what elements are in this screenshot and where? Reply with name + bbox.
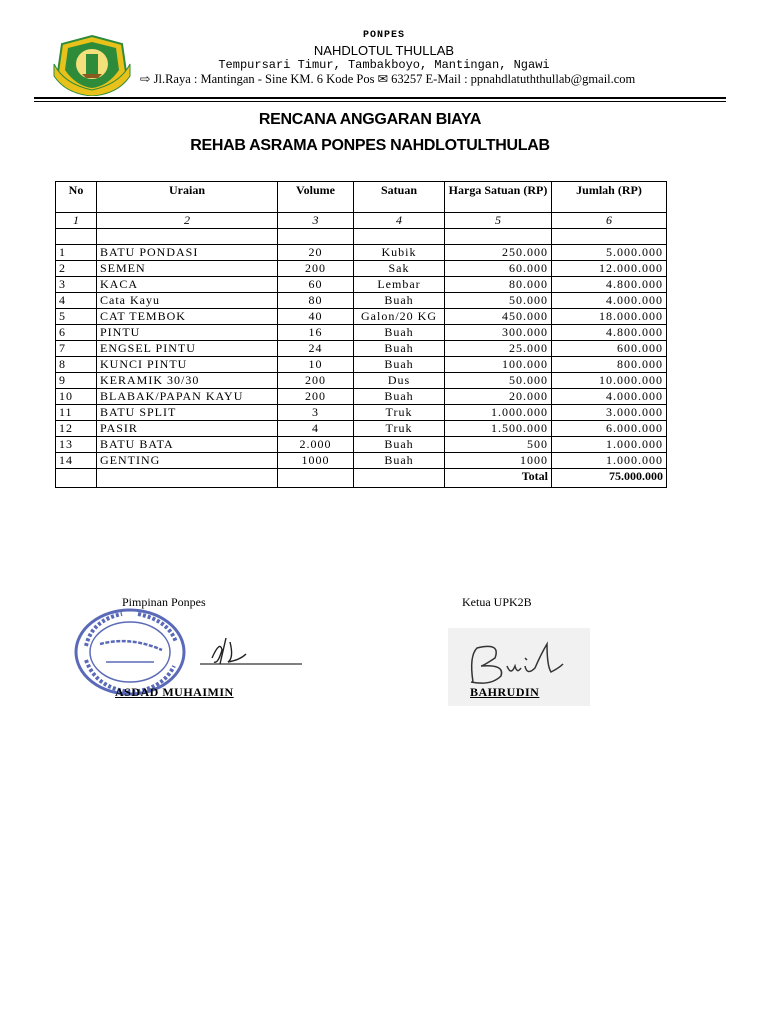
column-number: 4: [354, 213, 445, 229]
cell-satuan: Truk: [354, 405, 445, 421]
column-number: 2: [97, 213, 278, 229]
cell-no: 2: [56, 261, 97, 277]
arrow-icon: ⇨: [140, 72, 151, 86]
cell-satuan: Lembar: [354, 277, 445, 293]
cell-uraian: KUNCI PINTU: [97, 357, 278, 373]
cell-satuan: Galon/20 KG: [354, 309, 445, 325]
budget-table: [55, 181, 667, 488]
cell-jumlah: 18.000.000: [552, 309, 667, 325]
blank-row: [56, 229, 667, 245]
signatory-right-role: Ketua UPK2B: [462, 595, 532, 609]
letterhead-contact-line: [140, 71, 635, 87]
cell-uraian: BATU PONDASI: [97, 245, 278, 261]
cell-volume: 200: [278, 389, 354, 405]
letterhead-institution-name: NAHDLOTUL THULLAB: [313, 43, 455, 58]
cell-uraian: KACA: [97, 277, 278, 293]
cell-no: 14: [56, 453, 97, 469]
cell-harga: 25.000: [445, 341, 552, 357]
postal-email: 63257 E-Mail : ppnahdlatuththullab@gmail.com: [391, 72, 636, 86]
column-number: 3: [278, 213, 354, 229]
cell-jumlah: 4.800.000: [552, 277, 667, 293]
cell-no: 8: [56, 357, 97, 373]
cell-satuan: Buah: [354, 325, 445, 341]
cell-volume: 200: [278, 261, 354, 277]
cell-jumlah: 4.000.000: [552, 389, 667, 405]
cell-no: 6: [56, 325, 97, 341]
document-title: RENCANA ANGGARAN BIAYA: [258, 111, 482, 128]
table-row: [56, 421, 667, 437]
signatory-right-name: BAHRUDIN: [470, 685, 540, 699]
table-row: [56, 325, 667, 341]
cell-uraian: CAT TEMBOK: [97, 309, 278, 325]
cell-volume: 80: [278, 293, 354, 309]
cell-uraian: Cata Kayu: [97, 293, 278, 309]
cell-volume: 24: [278, 341, 354, 357]
table-row: [56, 293, 667, 309]
cell-no: 10: [56, 389, 97, 405]
cell-no: 11: [56, 405, 97, 421]
cell-uraian: GENTING: [97, 453, 278, 469]
signature-left: [190, 630, 340, 675]
cell-volume: 1000: [278, 453, 354, 469]
table-row: [56, 277, 667, 293]
cell-satuan: Truk: [354, 421, 445, 437]
table-items: [56, 245, 667, 469]
envelope-icon: ✉: [377, 72, 389, 86]
header-jumlah: Jumlah (RP): [552, 182, 667, 213]
cell-harga: 450.000: [445, 309, 552, 325]
cell-jumlah: 600.000: [552, 341, 667, 357]
letterhead-divider-thick: [34, 97, 726, 99]
cell-satuan: Buah: [354, 437, 445, 453]
signatory-left-role: Pimpinan Ponpes: [122, 595, 206, 609]
cell-volume: 20: [278, 245, 354, 261]
document-subtitle: REHAB ASRAMA PONPES NAHDLOTULTHULAB: [190, 137, 550, 154]
column-number: 6: [552, 213, 667, 229]
cell-no: 9: [56, 373, 97, 389]
cell-satuan: Buah: [354, 389, 445, 405]
cell-no: 1: [56, 245, 97, 261]
cell-volume: 16: [278, 325, 354, 341]
cell-harga: 1.500.000: [445, 421, 552, 437]
cell-satuan: Kubik: [354, 245, 445, 261]
cell-volume: 40: [278, 309, 354, 325]
cell-no: 4: [56, 293, 97, 309]
cell-jumlah: 1.000.000: [552, 453, 667, 469]
cell-volume: 60: [278, 277, 354, 293]
cell-jumlah: 5.000.000: [552, 245, 667, 261]
cell-volume: 200: [278, 373, 354, 389]
table-row: [56, 245, 667, 261]
cell-harga: 80.000: [445, 277, 552, 293]
table-row: [56, 405, 667, 421]
column-number-row: [56, 213, 667, 229]
signatory-left-name: ASDAD MUHAIMIN: [115, 685, 234, 699]
header-volume: Volume: [278, 182, 354, 213]
cell-satuan: Dus: [354, 373, 445, 389]
cell-jumlah: 3.000.000: [552, 405, 667, 421]
column-number: 1: [56, 213, 97, 229]
cell-harga: 1.000.000: [445, 405, 552, 421]
cell-harga: 250.000: [445, 245, 552, 261]
table-row: [56, 373, 667, 389]
cell-volume: 3: [278, 405, 354, 421]
total-value: 75.000.000: [552, 469, 667, 488]
cell-jumlah: 4.000.000: [552, 293, 667, 309]
cell-volume: 2.000: [278, 437, 354, 453]
table-header-row: [56, 182, 667, 213]
cell-no: 3: [56, 277, 97, 293]
cell-harga: 60.000: [445, 261, 552, 277]
cell-uraian: KERAMIK 30/30: [97, 373, 278, 389]
total-row: [56, 469, 667, 488]
header-harga: Harga Satuan (RP): [445, 182, 552, 213]
table-row: [56, 389, 667, 405]
cell-harga: 300.000: [445, 325, 552, 341]
cell-jumlah: 4.800.000: [552, 325, 667, 341]
cell-uraian: PASIR: [97, 421, 278, 437]
cell-uraian: BLABAK/PAPAN KAYU: [97, 389, 278, 405]
table-row: [56, 341, 667, 357]
table-row: [56, 437, 667, 453]
table-row: [56, 357, 667, 373]
cell-harga: 50.000: [445, 373, 552, 389]
cell-jumlah: 1.000.000: [552, 437, 667, 453]
cell-harga: 100.000: [445, 357, 552, 373]
cell-jumlah: 10.000.000: [552, 373, 667, 389]
cell-satuan: Buah: [354, 341, 445, 357]
cell-satuan: Buah: [354, 293, 445, 309]
cell-jumlah: 12.000.000: [552, 261, 667, 277]
letterhead-divider-thin: [34, 101, 726, 102]
header-satuan: Satuan: [354, 182, 445, 213]
cell-satuan: Buah: [354, 357, 445, 373]
signature-right: [455, 636, 585, 692]
cell-uraian: ENGSEL PINTU: [97, 341, 278, 357]
cell-harga: 20.000: [445, 389, 552, 405]
letterhead-ponpes: PONPES: [362, 30, 405, 41]
cell-jumlah: 6.000.000: [552, 421, 667, 437]
cell-harga: 500: [445, 437, 552, 453]
header-uraian: Uraian: [97, 182, 278, 213]
cell-uraian: PINTU: [97, 325, 278, 341]
total-label: Total: [445, 469, 552, 488]
table-row: [56, 453, 667, 469]
cell-uraian: SEMEN: [97, 261, 278, 277]
table-row: [56, 261, 667, 277]
cell-jumlah: 800.000: [552, 357, 667, 373]
cell-satuan: Sak: [354, 261, 445, 277]
cell-harga: 50.000: [445, 293, 552, 309]
cell-satuan: Buah: [354, 453, 445, 469]
street-address: Jl.Raya : Mantingan - Sine KM. 6 Kode Pos: [153, 72, 375, 86]
cell-volume: 10: [278, 357, 354, 373]
cell-no: 7: [56, 341, 97, 357]
cell-volume: 4: [278, 421, 354, 437]
cell-uraian: BATU SPLIT: [97, 405, 278, 421]
cell-no: 5: [56, 309, 97, 325]
header-no: No: [56, 182, 97, 213]
column-number: 5: [445, 213, 552, 229]
table-row: [56, 309, 667, 325]
cell-uraian: BATU BATA: [97, 437, 278, 453]
letterhead-address-line: Tempursari Timur, Tambakboyo, Mantingan, Ngawi: [218, 58, 550, 72]
cell-no: 12: [56, 421, 97, 437]
cell-no: 13: [56, 437, 97, 453]
cell-harga: 1000: [445, 453, 552, 469]
